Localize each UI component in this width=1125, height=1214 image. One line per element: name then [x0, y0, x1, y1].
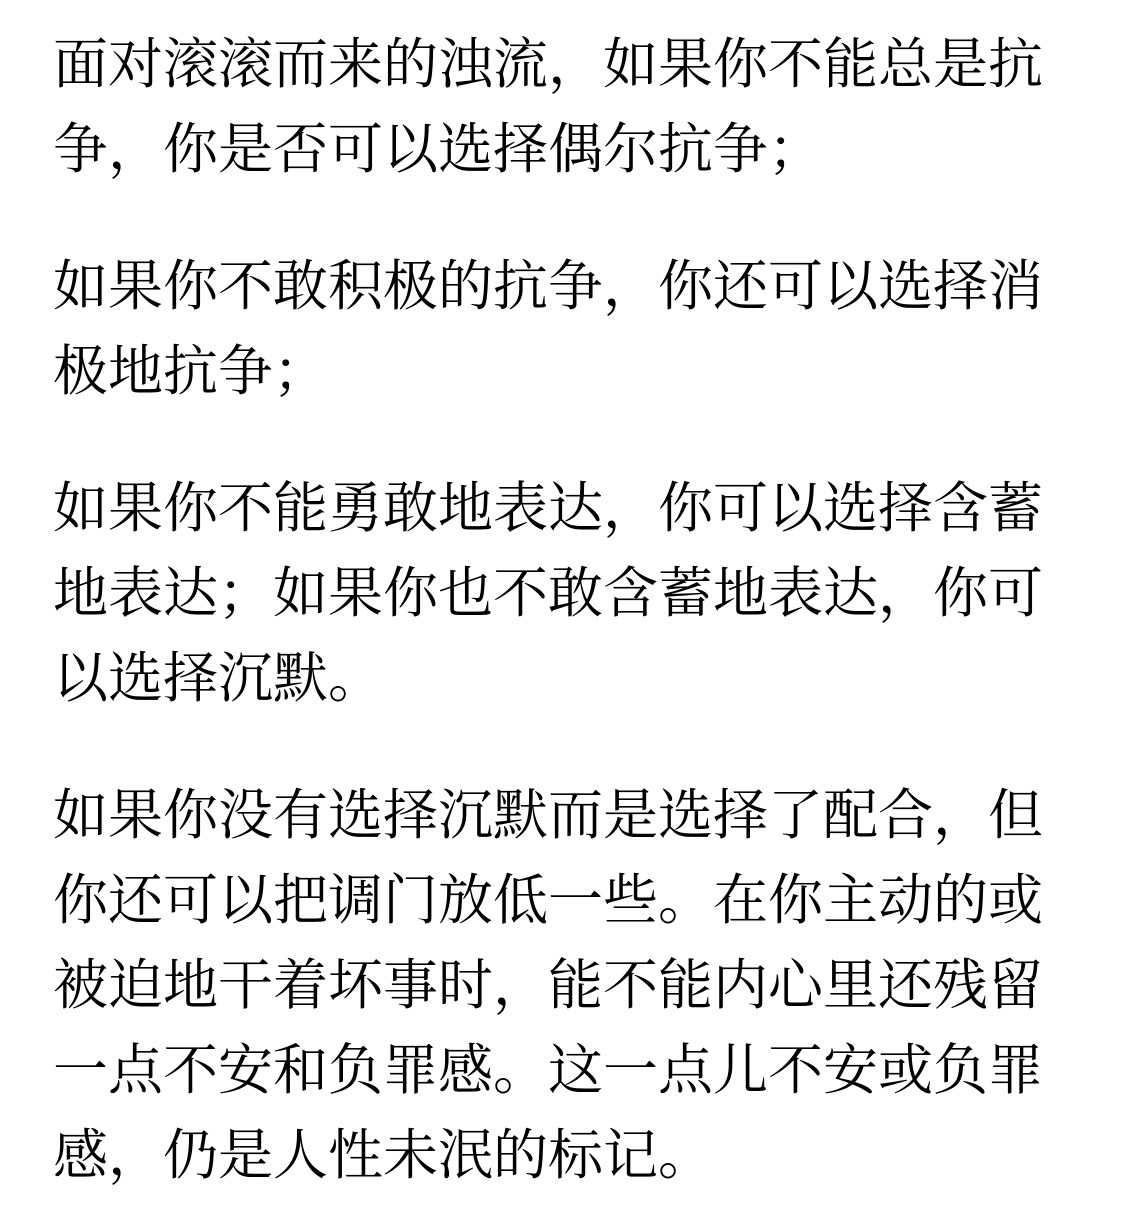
text-line: 一点不安和负罪感。这一点儿不安或负罪	[53, 1039, 1044, 1101]
text-line: 争，你是否可以选择偶尔抗争；	[53, 118, 824, 180]
text-line: 如果你没有选择沉默而是选择了配合，但	[53, 784, 1044, 846]
paragraph-2	[53, 244, 1075, 414]
text-line: 地表达；如果你也不敢含蓄地表达，你可	[53, 562, 1044, 624]
text-line: 如果你不敢积极的抗争，你还可以选择消	[53, 255, 1044, 317]
text-line: 极地抗争；	[53, 340, 329, 402]
text-line: 面对滚滚而来的浊流，如果你不能总是抗	[53, 33, 1044, 95]
text-line: 以选择沉默。	[53, 647, 384, 709]
paragraph-1	[53, 22, 1075, 192]
paragraph-3	[53, 466, 1075, 721]
text-line: 被迫地干着坏事时，能不能内心里还残留	[53, 954, 1044, 1016]
text-line: 如果你不能勇敢地表达，你可以选择含蓄	[53, 477, 1044, 539]
paragraph-4	[53, 773, 1075, 1198]
text-line: 你还可以把调门放低一些。在你主动的或	[53, 869, 1044, 931]
text-line: 感，仍是人性未泯的标记。	[53, 1124, 714, 1186]
